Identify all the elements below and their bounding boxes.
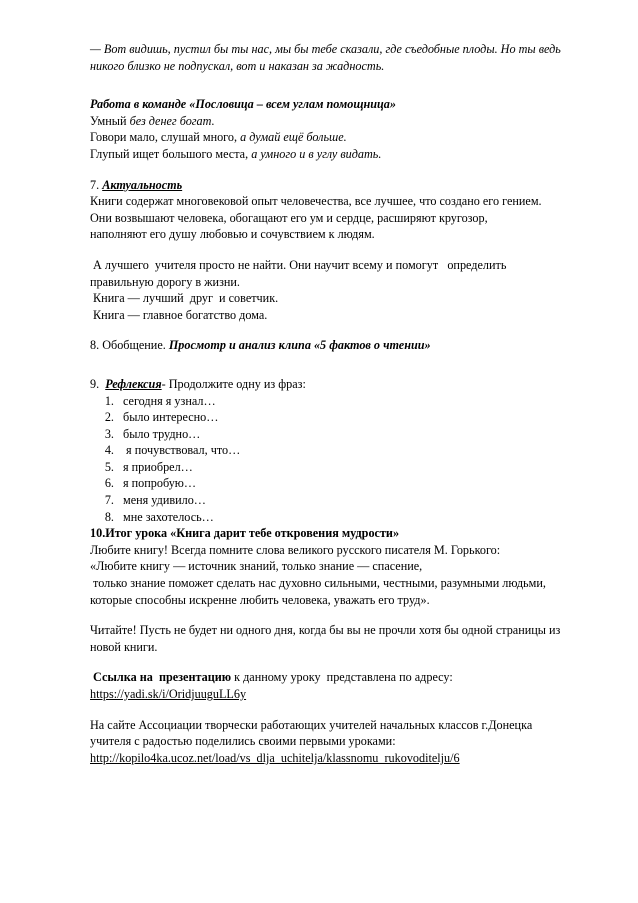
section-10-line-1: Любите книгу! Всегда помните слова великого русского писателя М. Горького: (90, 542, 501, 557)
association-link[interactable]: http://kopilo4ka.ucoz.net/load/vs_dlja_uchitelja/klassnomu_rukovoditelju/6 (90, 750, 460, 765)
list-item: 2. было интересно… (117, 409, 600, 426)
list-item: 1. сегодня я узнал… (117, 393, 600, 410)
reading-line-2: новой книги. (90, 639, 158, 654)
teacher-line-3: Книга — лучший друг и советчик. (90, 291, 279, 306)
association-link-line (90, 750, 600, 767)
section-7-line-2: Они возвышают человека, обогащают его ум и сердце, расширяют кругозор, (90, 210, 488, 225)
reading-line-1: Читайте! Пусть не будет ни одного дня, когда бы вы не прочли хотя бы одной страницы из (90, 623, 561, 638)
intro-line-2: никого близко не подпускал, вот и наказан за жадность. (90, 58, 385, 73)
list-item: 6. я попробую… (117, 475, 600, 492)
section-10-heading: 10.Итог урока «Книга дарит тебе откровения мудрости» (90, 526, 400, 541)
reflection-list (90, 393, 600, 526)
association-line-1: На сайте Ассоциации творчески работающих учителей начальных классов г.Донецка (90, 717, 533, 732)
document-body (90, 41, 600, 766)
association-line-2: учителя с радостью поделились своими первыми уроками: (90, 734, 396, 749)
teacher-line-1: А лучшего учителя просто не найти. Они научит всему и помогут определить (90, 257, 507, 272)
list-item: 7. меня удивило… (117, 492, 600, 509)
proverb-1: Умный без денег богат. (90, 113, 215, 128)
section-10-line-2: «Любите книгу — источник знаний, только знание — спасение, (90, 559, 423, 574)
intro-line-1: — Вот видишь, пустил бы ты нас, мы бы тебе сказали, где съедобные плоды. Но ты ведь (90, 42, 561, 56)
list-item: 5. я приобрел… (117, 459, 600, 476)
section-10-line-3: только знание поможет сделать нас духовно сильными, честными, разумными людьми, (90, 576, 546, 591)
proverb-2: Говори мало, слушай много, а думай ещё больше. (90, 130, 347, 145)
section-7-line-3: наполняют его душу любовью и сочувствием к людям. (90, 227, 375, 242)
list-item: 3. было трудно… (117, 426, 600, 443)
section-10-line-4: которые способны искренне любить человека, уважать его труд». (90, 592, 430, 607)
presentation-line: Ссылка на презентацию к данному уроку представлена по адресу: (90, 670, 453, 685)
presentation-link-line (90, 686, 600, 703)
section-8-heading: 8. Обобщение. Просмотр и анализ клипа «5 фактов о чтении» (90, 338, 431, 353)
list-item: 8. мне захотелось… (117, 509, 600, 526)
teamwork-title: Работа в команде «Пословица – всем углам помощница» (90, 97, 396, 112)
proverb-3: Глупый ищет большого места, а умного и в углу видать. (90, 146, 382, 161)
teacher-line-4: Книга — главное богатство дома. (90, 307, 268, 322)
section-7-heading: 7. Актуальность (90, 177, 183, 192)
teacher-line-2: правильную дорогу в жизни. (90, 274, 240, 289)
list-item: 4. я почувствовал, что… (117, 442, 600, 459)
presentation-link[interactable]: https://yadi.sk/i/OridjuuguLL6y (90, 687, 247, 701)
section-7-line-1: Книги содержат многовековой опыт человечества, все лучшее, что создано его гением. (90, 194, 542, 209)
section-9-heading: 9. Рефлексия- Продолжите одну из фраз: (90, 376, 306, 391)
